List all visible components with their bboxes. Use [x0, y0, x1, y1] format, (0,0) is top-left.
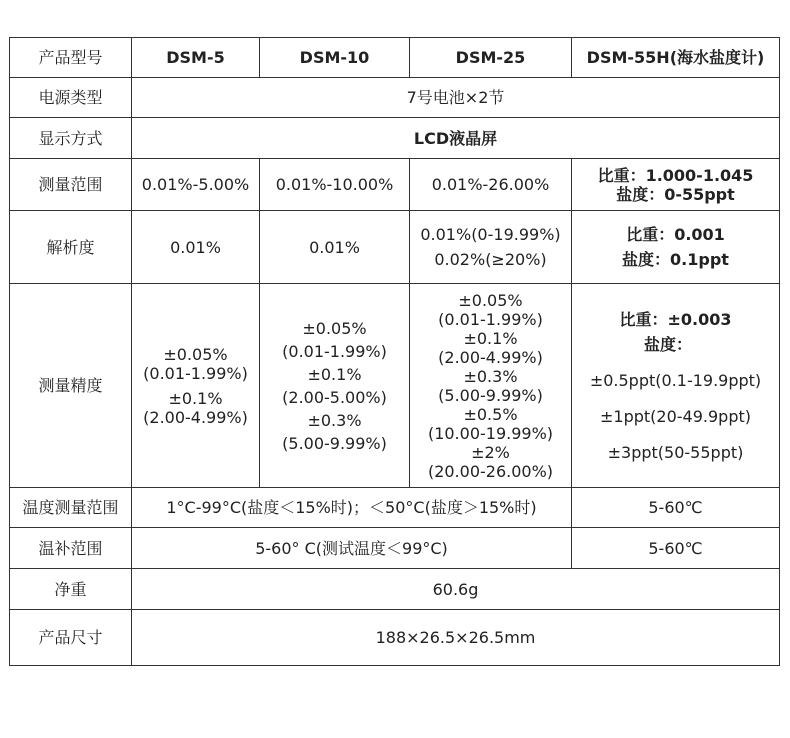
resolution-dsm-55h	[572, 211, 780, 284]
accuracy-line: ±0.1%	[463, 328, 518, 348]
accuracy-line: ±0.5%	[463, 404, 518, 424]
resolution-dsm-25-line-1: 0.01%(0-19.99%)	[420, 225, 561, 244]
resolution-dsm-10: 0.01%	[260, 211, 410, 284]
temp-comp-row	[10, 528, 780, 569]
size-row	[10, 610, 780, 666]
range-dsm-5: 0.01%-5.00%	[132, 159, 260, 211]
accuracy-line: (0.01-1.99%)	[143, 363, 248, 383]
row-label-size: 产品尺寸	[10, 610, 132, 666]
accuracy-line: (0.01-1.99%)	[282, 341, 387, 361]
accuracy-line: ±3ppt(50-55ppt)	[607, 442, 744, 462]
row-label-power: 电源类型	[10, 78, 132, 118]
accuracy-dsm-25	[410, 284, 572, 488]
accuracy-salinity-label: 盐度：	[644, 334, 693, 354]
accuracy-line: ±0.1%	[307, 364, 362, 384]
weight-row	[10, 569, 780, 610]
accuracy-line: (2.00-4.99%)	[438, 347, 543, 367]
range-sg-line: 比重：1.000-1.045	[597, 165, 754, 185]
range-dsm-55h	[572, 159, 780, 211]
temp-comp-value: 5-60° C(测试温度＜99°C)	[132, 528, 572, 569]
row-label-weight: 净重	[10, 569, 132, 610]
accuracy-line: (5.00-9.99%)	[282, 433, 387, 453]
model-dsm-5: DSM-5	[132, 38, 260, 78]
resolution-row	[10, 211, 780, 284]
power-row	[10, 78, 780, 118]
accuracy-line: ±2%	[471, 442, 510, 462]
accuracy-sg-line: 比重：±0.003	[619, 309, 732, 329]
display-row	[10, 118, 780, 159]
row-label-resolution: 解析度	[10, 211, 132, 284]
accuracy-line: ±0.05%	[302, 318, 367, 338]
accuracy-line: (0.01-1.99%)	[438, 309, 543, 329]
accuracy-line: ±1ppt(20-49.9ppt)	[600, 406, 751, 426]
resolution-salinity-line: 盐度：0.1ppt	[622, 250, 729, 269]
range-salinity-line: 盐度：0-55ppt	[616, 184, 735, 204]
accuracy-line: (10.00-19.99%)	[427, 423, 554, 443]
temp-comp-dsm-55h: 5-60℃	[572, 528, 780, 569]
range-row	[10, 159, 780, 211]
power-value: 7号电池×2节	[132, 78, 780, 118]
accuracy-line: (20.00-26.00%)	[427, 461, 554, 481]
accuracy-line: ±0.5ppt(0.1-19.9ppt)	[589, 370, 762, 390]
accuracy-dsm-10	[260, 284, 410, 488]
accuracy-line: ±0.3%	[463, 366, 518, 386]
resolution-dsm-25	[410, 211, 572, 284]
model-dsm-55h: DSM-55H(海水盐度计)	[572, 38, 780, 78]
row-label-model: 产品型号	[10, 38, 132, 78]
accuracy-row	[10, 284, 780, 488]
range-dsm-10: 0.01%-10.00%	[260, 159, 410, 211]
accuracy-line: ±0.3%	[307, 410, 362, 430]
resolution-dsm-25-line-2: 0.02%(≥20%)	[434, 250, 547, 269]
size-value: 188×26.5×26.5mm	[132, 610, 780, 666]
weight-value: 60.6g	[132, 569, 780, 610]
row-label-display: 显示方式	[10, 118, 132, 159]
row-label-temp-comp: 温补范围	[10, 528, 132, 569]
header-row	[10, 38, 780, 78]
range-dsm-25: 0.01%-26.00%	[410, 159, 572, 211]
resolution-sg-line: 比重：0.001	[626, 225, 725, 244]
model-dsm-25: DSM-25	[410, 38, 572, 78]
accuracy-line: ±0.05%	[458, 290, 523, 310]
temp-range-dsm-55h: 5-60℃	[572, 488, 780, 528]
accuracy-line: (2.00-5.00%)	[282, 387, 387, 407]
accuracy-line: (5.00-9.99%)	[438, 385, 543, 405]
temp-range-value: 1°C-99°C(盐度＜15%时)；＜50°C(盐度＞15%时)	[132, 488, 572, 528]
row-label-temp-range: 温度测量范围	[10, 488, 132, 528]
accuracy-line: ±0.05%	[163, 344, 228, 364]
accuracy-dsm-55h	[572, 284, 780, 488]
accuracy-line: ±0.1%	[168, 388, 223, 408]
resolution-dsm-5: 0.01%	[132, 211, 260, 284]
row-label-range: 测量范围	[10, 159, 132, 211]
display-value: LCD液晶屏	[132, 118, 780, 159]
temp-range-row	[10, 488, 780, 528]
row-label-accuracy: 测量精度	[10, 284, 132, 488]
model-dsm-10: DSM-10	[260, 38, 410, 78]
accuracy-line: (2.00-4.99%)	[143, 407, 248, 427]
spec-table	[9, 37, 780, 666]
accuracy-dsm-5	[132, 284, 260, 488]
